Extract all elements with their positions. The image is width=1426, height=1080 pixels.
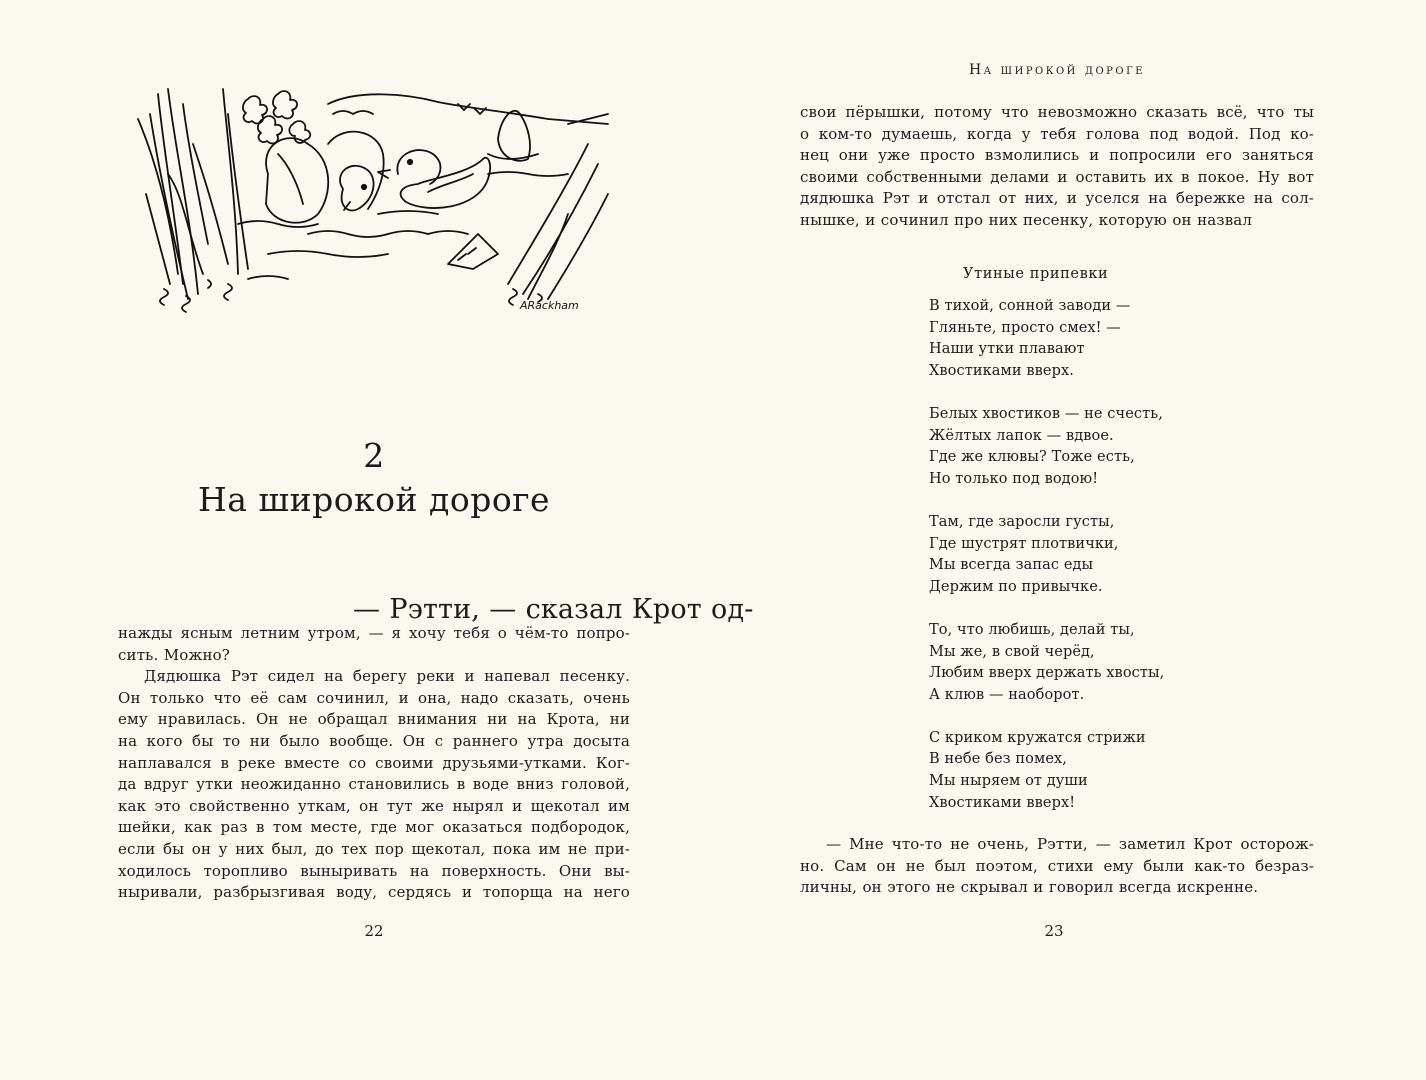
body-line: дядюшка Рэт и отстал от них, и уселся на бережке на сол- xyxy=(800,189,1314,208)
poem-line: С криком кружатся стрижи xyxy=(929,729,1146,746)
body-line: нец они уже просто взмолились и попросили его заняться xyxy=(800,146,1314,165)
poem-line: В небе без помех, xyxy=(929,751,1067,768)
poem-line: Но только под водою! xyxy=(929,470,1099,487)
body-line: как это свойственно уткам, он тут же нырял и щекотал им xyxy=(118,796,630,815)
poem-line: Жёлтых лапок — вдвое. xyxy=(929,427,1114,444)
poem-line: Хвостиками вверх! xyxy=(929,794,1076,811)
poem-stanza xyxy=(929,620,1229,706)
chapter-title: На широкой дороге xyxy=(197,480,551,519)
body-line: нышке, и сочинил про них песенку, которую он назвал xyxy=(800,210,1253,229)
poem-line: Любим вверх держать хвосты, xyxy=(929,665,1165,682)
left-body-text xyxy=(118,594,754,904)
body-line: нажды ясным летним утром, — я хочу тебя о чём-то попро- xyxy=(118,624,630,642)
right-top-text xyxy=(800,102,1314,232)
poem-stanza xyxy=(929,728,1229,814)
poem-line: Белых хвостиков — не счесть, xyxy=(929,405,1163,422)
poem-line: Мы ныряем от души xyxy=(929,773,1088,790)
body-line: сить. Можно? xyxy=(118,645,230,664)
opening-line xyxy=(118,594,754,625)
body-line: Он только что её сам сочинил, и она, надо сказать, очень xyxy=(118,688,630,707)
body-line: если бы он у них был, до тех пор щекотал, пока им не при- xyxy=(118,839,630,858)
body-line: своими собственными делами и оставить их в покое. Ну вот xyxy=(800,167,1314,186)
svg-text:ARackham: ARackham xyxy=(520,299,579,312)
poem-line: Где шустрят плотвички, xyxy=(929,535,1119,552)
poem-line: Где же клювы? Тоже есть, xyxy=(929,449,1135,466)
body-line: да вдруг утки неожиданно становились в воде вниз головой, xyxy=(118,775,630,794)
running-head: На широкой дороге xyxy=(968,62,1146,78)
poem-line: Гляньте, просто смех! — xyxy=(929,319,1121,336)
chapter-number: 2 xyxy=(363,436,385,475)
body-line: личны, он этого не скрывал и говорил всегда искренне. xyxy=(800,878,1259,897)
body-line: Дядюшка Рэт сидел на берегу реки и напевал песенку. xyxy=(144,667,630,686)
poem-line: То, что любишь, делай ты, xyxy=(929,621,1135,638)
poem-line: Держим по привычке. xyxy=(929,578,1103,595)
ducks-illustration xyxy=(128,84,620,326)
body-line: о ком-то думаешь, когда у тебя голова под водой. Под ко- xyxy=(800,124,1314,143)
poem-line: В тихой, сонной заводи — xyxy=(929,298,1131,314)
poem-line: Мы всегда запас еды xyxy=(929,557,1094,574)
poem-line: Мы же, в свой черёд, xyxy=(929,643,1095,660)
body-line: но. Сам он не был поэтом, стихи ему были как-то безраз- xyxy=(800,856,1314,875)
opening-line-text: — Рэтти, — сказал Крот од- xyxy=(353,594,754,625)
poem-stanza xyxy=(929,296,1229,382)
body-line: ныривали, разбрызгивая воду, сердясь и топорща на него xyxy=(118,883,630,902)
body-line: шейки, как раз в том месте, где мог оказаться подбородок, xyxy=(118,818,630,837)
body-line: ему нравилась. Он не обращал внимания ни на Крота, ни xyxy=(118,710,630,729)
poem-line: Хвостиками вверх. xyxy=(929,362,1074,379)
body-line: наплавался в реке вместе со своими друзьями-утками. Ког- xyxy=(118,753,630,772)
poem-line: Там, где заросли густы, xyxy=(929,513,1115,530)
page-number-left: 22 xyxy=(364,922,384,940)
body-line: ходилось торопливо выныривать на поверхность. Они вы- xyxy=(118,861,630,880)
right-bottom-text xyxy=(800,834,1314,899)
poem-title: Утиные припевки xyxy=(963,266,1109,282)
body-line: — Мне что-то не очень, Рэтти, — заметил Крот осторож- xyxy=(826,835,1314,853)
poem xyxy=(929,296,1229,814)
poem-line: А клюв — наоборот. xyxy=(929,686,1085,703)
poem-line: Наши утки плавают xyxy=(929,341,1085,358)
poem-stanza xyxy=(929,404,1229,490)
body-line: на кого бы то ни было вообще. Он с раннего утра досыта xyxy=(118,731,630,750)
page-number-right: 23 xyxy=(1044,922,1064,940)
poem-stanza xyxy=(929,512,1229,598)
body-line: свои пёрышки, потому что невозможно сказать всё, что ты xyxy=(800,103,1314,121)
